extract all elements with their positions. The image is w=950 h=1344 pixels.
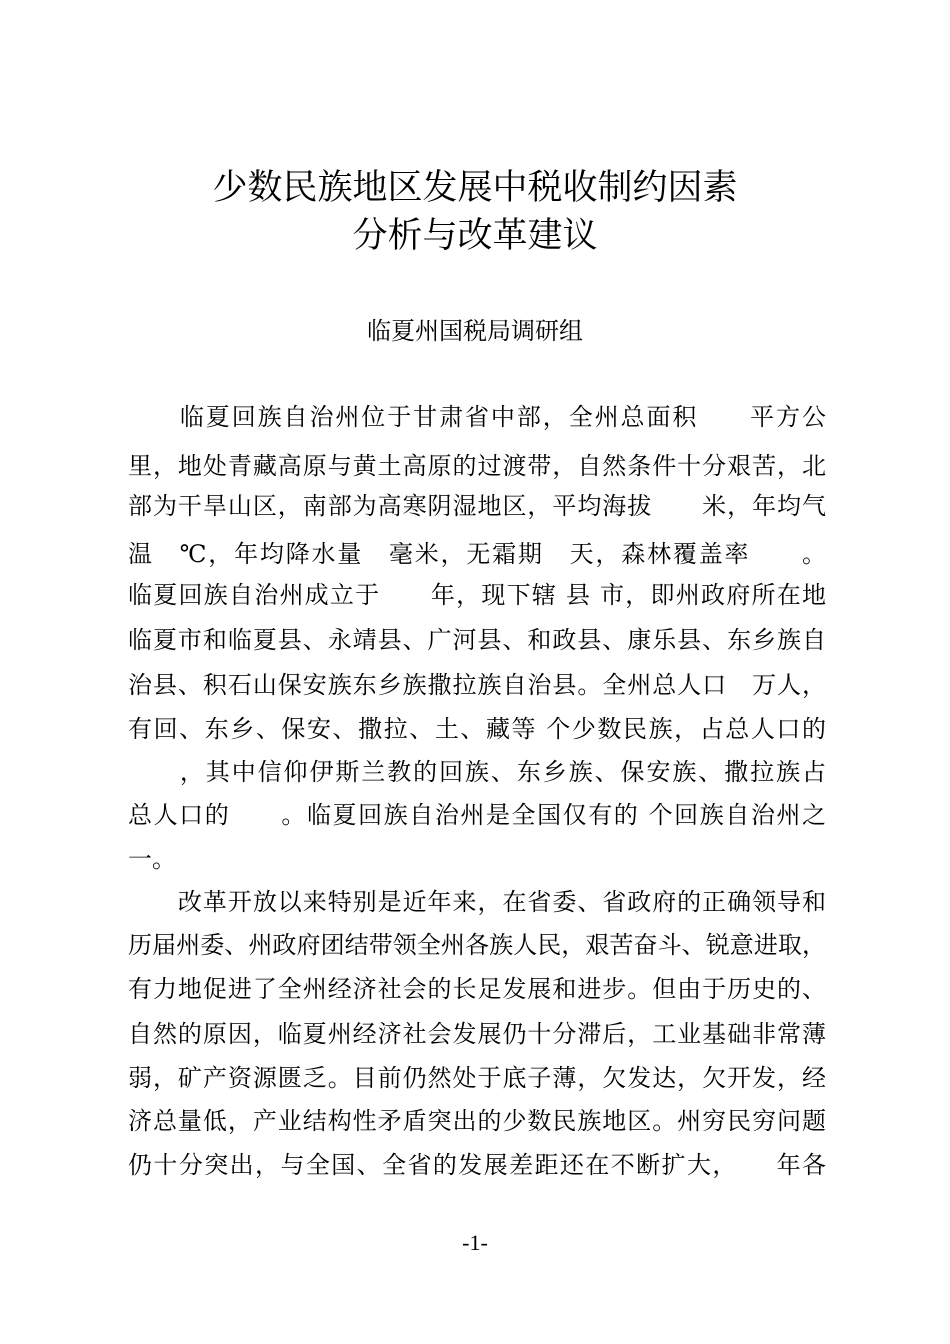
body-text-line: 总人口的 。临夏回族自治州是全国仅有的 个回族自治州之 [128,801,826,829]
body-text-line: 济总量低，产业结构性矛盾突出的少数民族地区。州穷民穷问题 [128,1107,826,1135]
body-text-line: 一。 [128,845,176,873]
body-text-line: 临夏回族自治州位于甘肃省中部，全州总面积 平方公 [128,403,826,431]
body-text-line: ，其中信仰伊斯兰教的回族、东乡族、保安族、撒拉族占 [128,758,826,786]
document-title-line-1: 少数民族地区发展中税收制约因素 [212,168,738,208]
document-author: 临夏州国税局调研组 [367,317,583,345]
page-number: -1- [462,1230,488,1255]
document-title-line-2: 分析与改革建议 [352,216,598,256]
body-text-line: 有回、东乡、保安、撒拉、土、藏等 个少数民族，占总人口的 [128,715,826,743]
body-text-line: 弱，矿产资源匮乏。目前仍然处于底子薄，欠发达，欠开发，经 [128,1064,826,1092]
body-text-line: 临夏市和临夏县、永靖县、广河县、和政县、康乐县、东乡族自 [128,626,826,654]
body-text-line: 临夏回族自治州成立于 年，现下辖 县 市，即州政府所在地 [128,581,826,609]
body-text-line: 治县、积石山保安族东乡族撒拉族自治县。全州总人口 万人， [128,671,826,699]
body-text-line: 温 ℃，年均降水量 毫米，无霜期 天，森林覆盖率 。 [128,540,826,568]
body-text-line: 历届州委、州政府团结带领全州各族人民，艰苦奋斗、锐意进取， [128,931,826,959]
body-text-line: 有力地促进了全州经济社会的长足发展和进步。但由于历史的、 [128,975,826,1003]
body-text-line: 里，地处青藏高原与黄土高原的过渡带，自然条件十分艰苦，北 [128,452,826,480]
body-text-line: 自然的原因，临夏州经济社会发展仍十分滞后，工业基础非常薄 [128,1020,826,1048]
body-text-line: 仍十分突出，与全国、全省的发展差距还在不断扩大， 年各 [128,1151,826,1179]
body-text-line: 部为干旱山区，南部为高寒阴湿地区，平均海拔 米，年均气 [128,492,826,520]
body-text-line: 改革开放以来特别是近年来，在省委、省政府的正确领导和 [128,888,826,916]
